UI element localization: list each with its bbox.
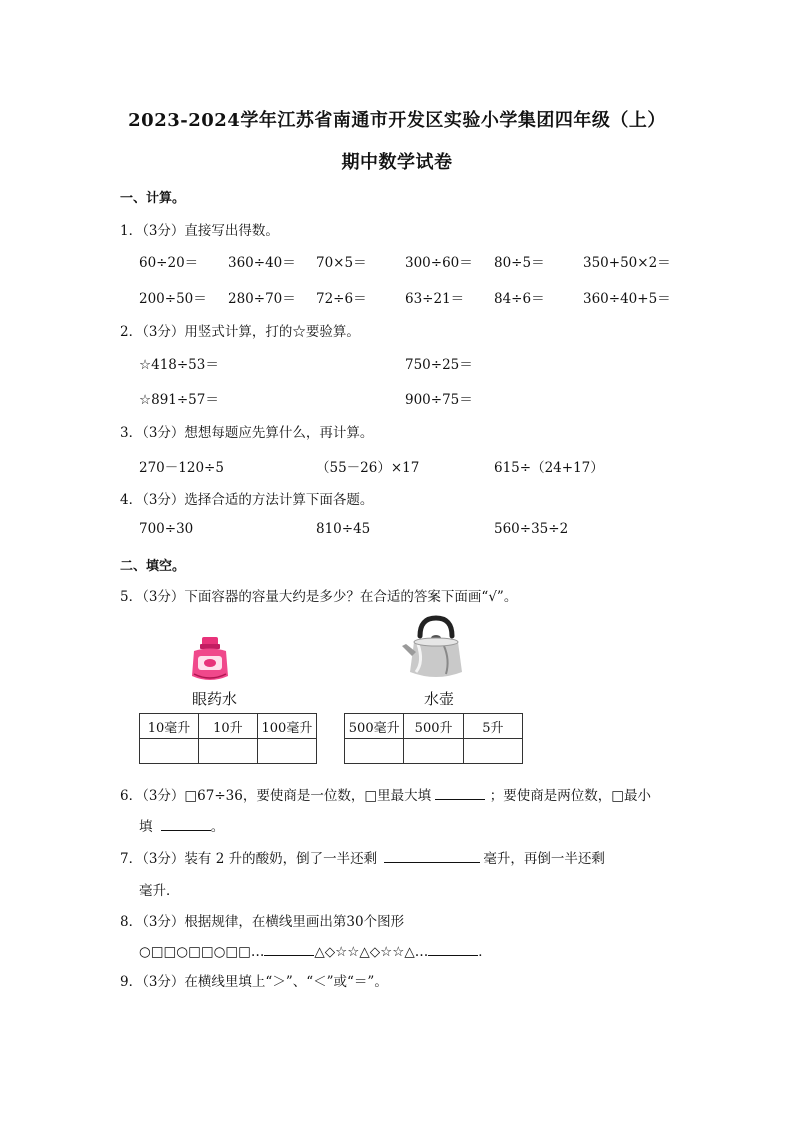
q7-blank-1[interactable] [384, 848, 480, 863]
q1-item: 360÷40+5＝ [583, 291, 671, 307]
q1-item: 84÷6＝ [494, 291, 545, 307]
q4-item: 560÷35÷2 [494, 521, 569, 537]
shape-sequence-1: ○□□○□□○□□… [139, 944, 265, 960]
q6-text: 6．（3分）□67÷36，要使商是一位数，□里最大填 [120, 788, 432, 804]
q1-item: 350+50×2＝ [583, 255, 671, 271]
q6-blank-1[interactable] [435, 785, 485, 800]
answer-cell[interactable] [463, 739, 522, 764]
option-cell: 10升 [198, 714, 257, 739]
q7-text: 毫升，再倒一半还剩 [483, 851, 605, 867]
q2-item: 750÷25＝ [405, 357, 473, 373]
section-heading-2: 二、填空。 [120, 559, 186, 574]
q1-item: 280÷70＝ [228, 291, 296, 307]
eye-drop-bottle-icon [188, 636, 232, 684]
q3-item: 615÷（24+17） [494, 460, 604, 476]
question-7-line1 [120, 847, 605, 867]
kettle-label: 水壶 [424, 690, 455, 708]
question-5-stem: 5．（3分）下面容器的容量大约是多少？在合适的答案下面画“√”。 [120, 589, 518, 605]
q4-item: 700÷30 [139, 521, 194, 537]
q8-blank-1[interactable] [264, 941, 314, 956]
q2-item: ☆418÷53＝ [139, 357, 219, 373]
option-cell: 100毫升 [257, 714, 316, 739]
answer-cell[interactable] [257, 739, 316, 764]
page-title: 2023-2024学年江苏省南通市开发区实验小学集团四年级（上） [128, 110, 666, 131]
q1-item: 360÷40＝ [228, 255, 296, 271]
kettle-options-table [344, 713, 523, 764]
option-cell: 500毫升 [345, 714, 404, 739]
question-8-sequences [139, 940, 492, 960]
question-9-stem: 9．（3分）在横线里填上“＞”、“＜”或“＝”。 [120, 974, 388, 990]
q1-item: 200÷50＝ [139, 291, 207, 307]
q2-item: ☆891÷57＝ [139, 392, 219, 408]
eye-drop-options-table [139, 713, 317, 764]
section-heading-1: 一、计算。 [120, 191, 186, 206]
page-subtitle: 期中数学试卷 [341, 152, 453, 173]
question-1-stem: 1．（3分）直接写出得数。 [120, 223, 279, 239]
question-7-line2: 毫升． [139, 883, 180, 899]
question-6-line1 [120, 784, 651, 804]
shape-sequence-2: △◇☆☆△◇☆☆△… [314, 944, 429, 960]
q7-text: 7．（3分）装有 2 升的酸奶，倒了一半还剩 [120, 851, 378, 867]
question-2-stem: 2．（3分）用竖式计算，打的☆要验算。 [120, 324, 360, 340]
question-6-line2 [139, 815, 224, 835]
q3-item: （55－26）×17 [316, 460, 420, 476]
answer-cell[interactable] [140, 739, 199, 764]
q4-item: 810÷45 [316, 521, 371, 537]
q6-text: 。 [210, 819, 225, 835]
kettle-icon [400, 612, 468, 684]
q6-text: ；要使商是两位数，□最小 [489, 788, 651, 804]
q1-item: 60÷20＝ [139, 255, 199, 271]
option-cell: 5升 [463, 714, 522, 739]
question-4-stem: 4．（3分）选择合适的方法计算下面各题。 [120, 492, 374, 508]
q6-text: 填 [139, 819, 153, 835]
answer-cell[interactable] [198, 739, 257, 764]
q1-item: 70×5＝ [316, 255, 367, 271]
q6-blank-2[interactable] [161, 816, 211, 831]
option-cell: 10毫升 [140, 714, 199, 739]
question-3-stem: 3．（3分）想想每题应先算什么，再计算。 [120, 425, 374, 441]
answer-cell[interactable] [345, 739, 404, 764]
q1-item: 80÷5＝ [494, 255, 545, 271]
q3-item: 270－120÷5 [139, 460, 224, 476]
answer-cell[interactable] [404, 739, 463, 764]
q2-item: 900÷75＝ [405, 392, 473, 408]
q1-item: 63÷21＝ [405, 291, 465, 307]
eye-drop-label: 眼药水 [192, 690, 238, 708]
q1-item: 72÷6＝ [316, 291, 367, 307]
question-8-stem: 8．（3分）根据规律，在横线里画出第30个图形 [120, 914, 405, 930]
q8-end: ． [478, 944, 492, 960]
q1-item: 300÷60＝ [405, 255, 473, 271]
option-cell: 500升 [404, 714, 463, 739]
q8-blank-2[interactable] [428, 941, 478, 956]
